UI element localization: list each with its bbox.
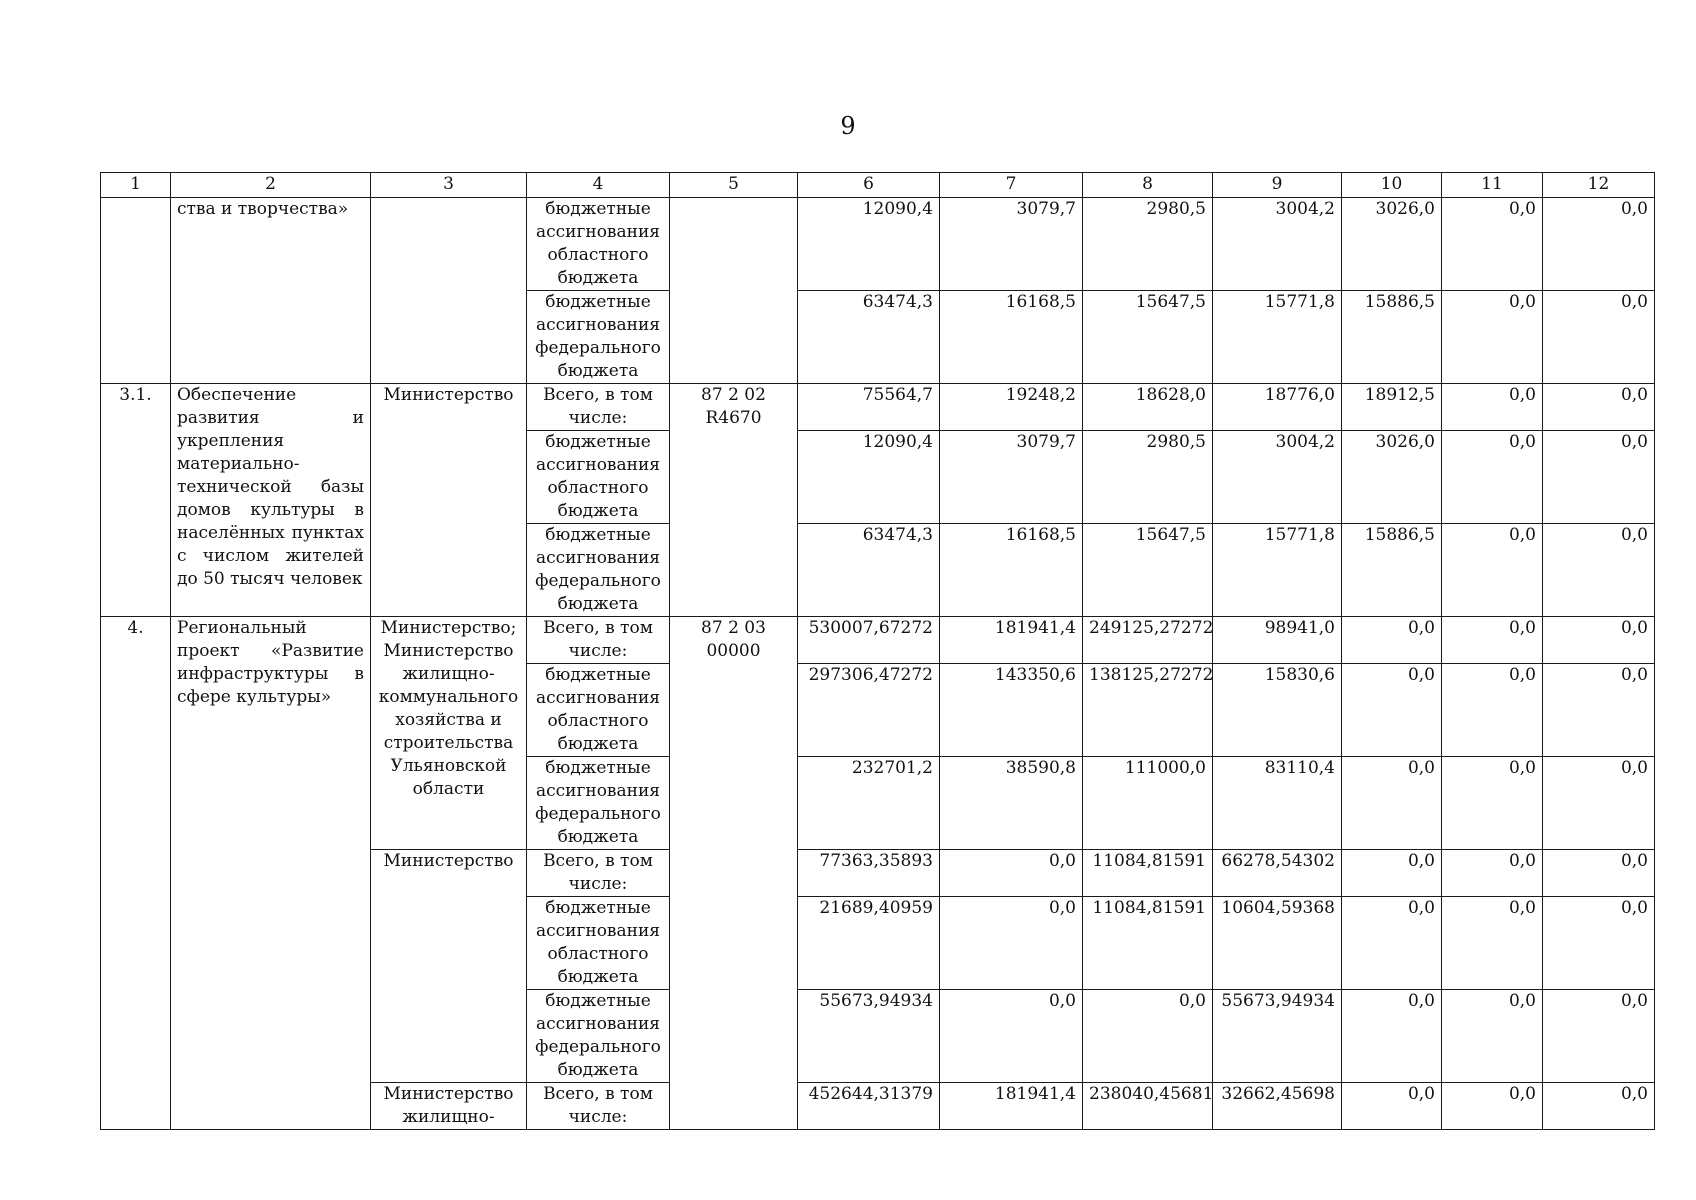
table-row (101, 198, 1655, 291)
value-cell: 11084,81591 (1083, 850, 1213, 897)
value-cell: 0,0 (1543, 384, 1655, 431)
column-header: 1 (101, 173, 171, 198)
value-cell: 0,0 (1442, 617, 1543, 664)
value-cell: 452644,31379 (798, 1083, 940, 1130)
value-cell: 12090,4 (798, 198, 940, 291)
value-cell: 38590,8 (940, 757, 1083, 850)
header-row (101, 173, 1655, 198)
value-cell: 15771,8 (1213, 524, 1342, 617)
executor-cell: Министерство жилищно- (371, 1083, 527, 1130)
value-cell: 143350,6 (940, 664, 1083, 757)
code-cell: 87 2 02 R4670 (670, 384, 798, 617)
row-number-cell: 4. (101, 617, 171, 1130)
value-cell: 0,0 (1442, 524, 1543, 617)
value-cell: 63474,3 (798, 524, 940, 617)
value-cell: 55673,94934 (798, 990, 940, 1083)
value-cell: 297306,47272 (798, 664, 940, 757)
source-cell: Всего, в том числе: (527, 384, 670, 431)
row-number-cell: 3.1. (101, 384, 171, 617)
value-cell: 181941,4 (940, 617, 1083, 664)
value-cell: 249125,27272 (1083, 617, 1213, 664)
value-cell: 3079,7 (940, 431, 1083, 524)
value-cell: 15647,5 (1083, 291, 1213, 384)
value-cell: 0,0 (1442, 291, 1543, 384)
column-header: 4 (527, 173, 670, 198)
code-cell (670, 198, 798, 384)
value-cell: 0,0 (1543, 198, 1655, 291)
executor-cell (371, 198, 527, 384)
value-cell: 0,0 (1543, 664, 1655, 757)
source-cell: Всего, в том числе: (527, 617, 670, 664)
value-cell: 63474,3 (798, 291, 940, 384)
value-cell: 0,0 (1543, 990, 1655, 1083)
value-cell: 3026,0 (1342, 431, 1442, 524)
value-cell: 98941,0 (1213, 617, 1342, 664)
value-cell: 16168,5 (940, 291, 1083, 384)
table-row (101, 617, 1655, 664)
value-cell: 0,0 (1442, 431, 1543, 524)
table-row (101, 384, 1655, 431)
value-cell: 3079,7 (940, 198, 1083, 291)
value-cell: 11084,81591 (1083, 897, 1213, 990)
source-cell: Всего, в том числе: (527, 1083, 670, 1130)
value-cell: 0,0 (1342, 664, 1442, 757)
value-cell: 15830,6 (1213, 664, 1342, 757)
value-cell: 232701,2 (798, 757, 940, 850)
value-cell: 0,0 (940, 850, 1083, 897)
executor-cell: Министерство (371, 384, 527, 617)
value-cell: 0,0 (940, 897, 1083, 990)
value-cell: 15771,8 (1213, 291, 1342, 384)
value-cell: 77363,35893 (798, 850, 940, 897)
source-cell: бюджетные ассигнования федерального бюджета (527, 990, 670, 1083)
value-cell: 15886,5 (1342, 524, 1442, 617)
page-number: 9 (840, 112, 856, 140)
value-cell: 0,0 (1543, 897, 1655, 990)
value-cell: 0,0 (1342, 897, 1442, 990)
value-cell: 111000,0 (1083, 757, 1213, 850)
value-cell: 15886,5 (1342, 291, 1442, 384)
column-header: 5 (670, 173, 798, 198)
value-cell: 0,0 (1342, 757, 1442, 850)
row-number-cell (101, 198, 171, 384)
column-header: 12 (1543, 173, 1655, 198)
value-cell: 0,0 (1543, 524, 1655, 617)
source-cell: бюджетные ассигнования областного бюджета (527, 664, 670, 757)
value-cell: 18912,5 (1342, 384, 1442, 431)
column-header: 8 (1083, 173, 1213, 198)
value-cell: 0,0 (940, 990, 1083, 1083)
value-cell: 0,0 (1543, 1083, 1655, 1130)
value-cell: 530007,67272 (798, 617, 940, 664)
value-cell: 83110,4 (1213, 757, 1342, 850)
executor-cell: Министерство; Министерство жилищно-коммунального хозяйства и строительства Ульяновской области (371, 617, 527, 850)
budget-table (100, 172, 1655, 1130)
value-cell: 0,0 (1442, 384, 1543, 431)
value-cell: 55673,94934 (1213, 990, 1342, 1083)
source-cell: бюджетные ассигнования федерального бюджета (527, 757, 670, 850)
value-cell: 0,0 (1543, 850, 1655, 897)
column-header: 9 (1213, 173, 1342, 198)
value-cell: 18628,0 (1083, 384, 1213, 431)
value-cell: 0,0 (1342, 1083, 1442, 1130)
executor-cell: Министерство (371, 850, 527, 1083)
value-cell: 0,0 (1442, 990, 1543, 1083)
value-cell: 15647,5 (1083, 524, 1213, 617)
value-cell: 3004,2 (1213, 198, 1342, 291)
value-cell: 16168,5 (940, 524, 1083, 617)
value-cell: 18776,0 (1213, 384, 1342, 431)
source-cell: бюджетные ассигнования областного бюджета (527, 897, 670, 990)
value-cell: 19248,2 (940, 384, 1083, 431)
value-cell: 0,0 (1442, 1083, 1543, 1130)
source-cell: бюджетные ассигнования областного бюджета (527, 431, 670, 524)
value-cell: 0,0 (1442, 664, 1543, 757)
value-cell: 238040,45681 (1083, 1083, 1213, 1130)
code-cell: 87 2 03 00000 (670, 617, 798, 1130)
value-cell: 138125,27272 (1083, 664, 1213, 757)
value-cell: 10604,59368 (1213, 897, 1342, 990)
value-cell: 0,0 (1543, 291, 1655, 384)
measure-name-cell: ства и творчества» (171, 198, 371, 384)
value-cell: 0,0 (1342, 617, 1442, 664)
source-cell: бюджетные ассигнования федерального бюджета (527, 524, 670, 617)
value-cell: 12090,4 (798, 431, 940, 524)
source-cell: Всего, в том числе: (527, 850, 670, 897)
column-header: 2 (171, 173, 371, 198)
value-cell: 75564,7 (798, 384, 940, 431)
value-cell: 181941,4 (940, 1083, 1083, 1130)
value-cell: 0,0 (1342, 850, 1442, 897)
source-cell: бюджетные ассигнования федерального бюджета (527, 291, 670, 384)
column-header: 11 (1442, 173, 1543, 198)
value-cell: 0,0 (1442, 897, 1543, 990)
column-header: 7 (940, 173, 1083, 198)
value-cell: 0,0 (1342, 990, 1442, 1083)
value-cell: 0,0 (1442, 850, 1543, 897)
measure-name-cell: Обеспечение развития и укрепления материально-технической базы домов культуры в населённых пунктах с числом жителей до 50 тысяч человек (171, 384, 371, 617)
source-cell: бюджетные ассигнования областного бюджета (527, 198, 670, 291)
value-cell: 0,0 (1543, 757, 1655, 850)
value-cell: 0,0 (1543, 431, 1655, 524)
value-cell: 0,0 (1442, 757, 1543, 850)
value-cell: 32662,45698 (1213, 1083, 1342, 1130)
value-cell: 2980,5 (1083, 431, 1213, 524)
value-cell: 0,0 (1083, 990, 1213, 1083)
column-header: 10 (1342, 173, 1442, 198)
value-cell: 0,0 (1442, 198, 1543, 291)
column-header: 6 (798, 173, 940, 198)
column-header: 3 (371, 173, 527, 198)
value-cell: 21689,40959 (798, 897, 940, 990)
value-cell: 2980,5 (1083, 198, 1213, 291)
measure-name-cell: Региональный проект «Развитие инфраструктуры в сфере культуры» (171, 617, 371, 1130)
value-cell: 66278,54302 (1213, 850, 1342, 897)
value-cell: 3004,2 (1213, 431, 1342, 524)
value-cell: 0,0 (1543, 617, 1655, 664)
value-cell: 3026,0 (1342, 198, 1442, 291)
